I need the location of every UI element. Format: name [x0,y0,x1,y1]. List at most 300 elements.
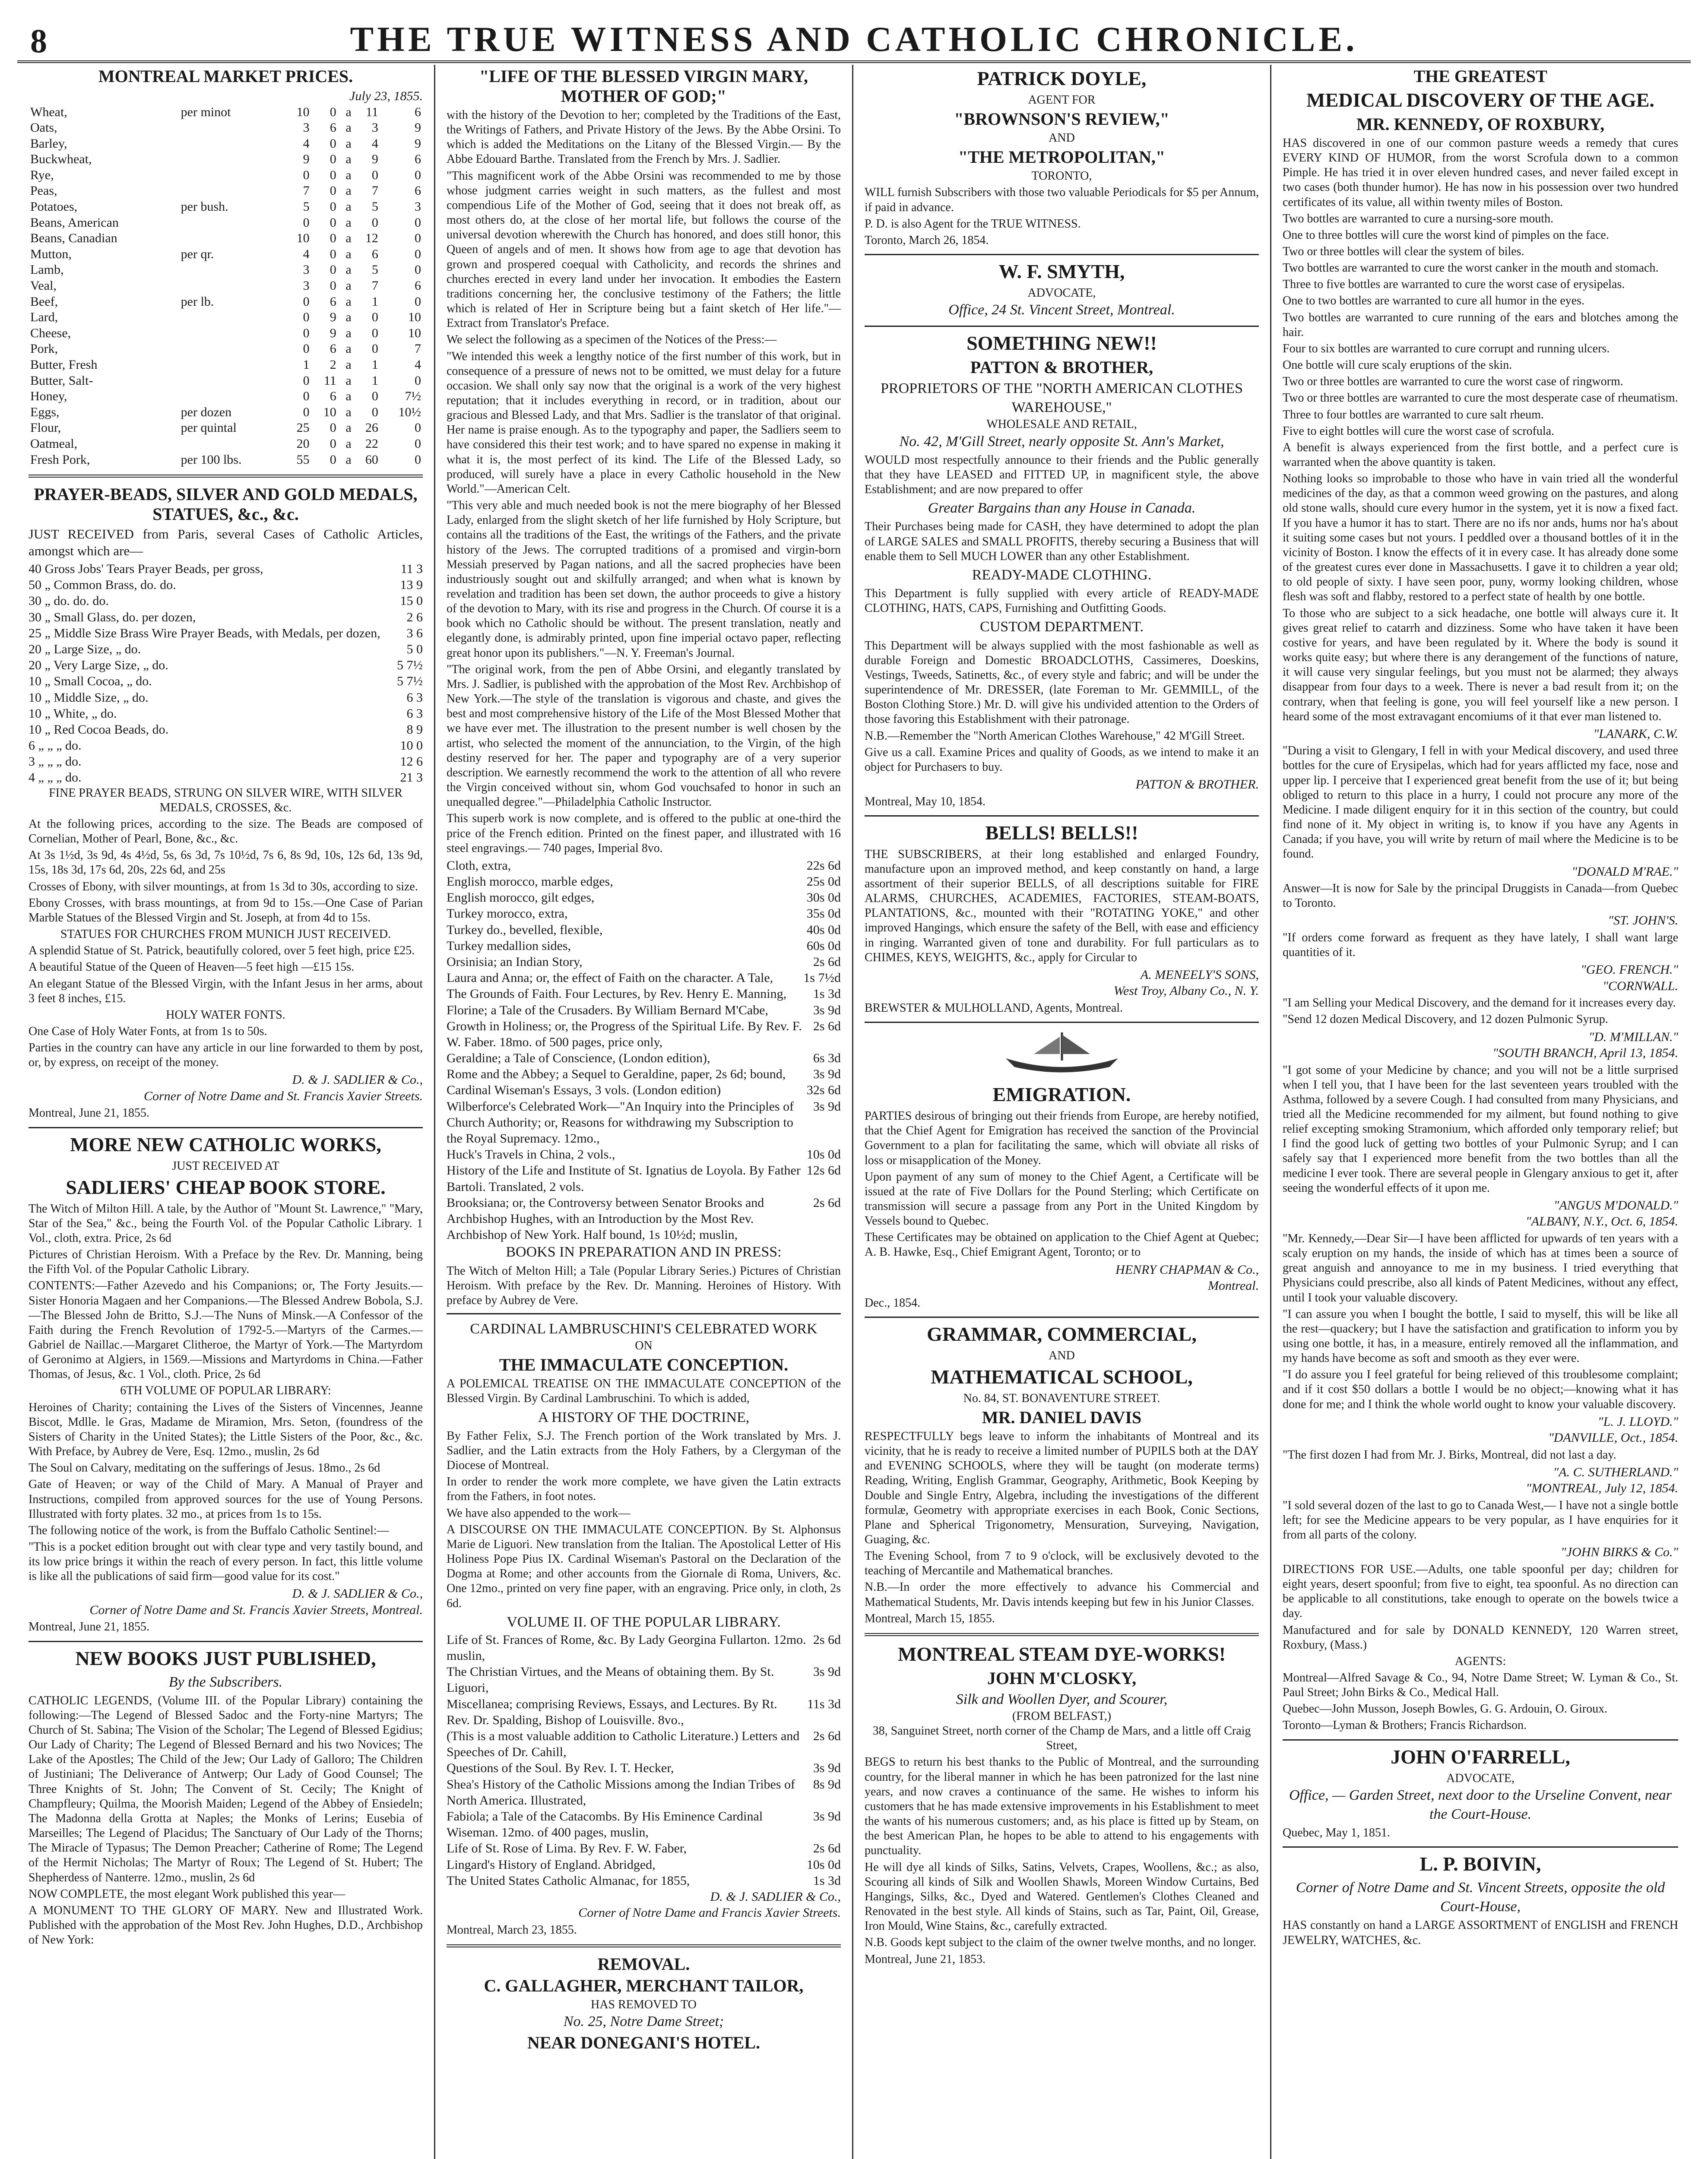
divider [29,475,423,478]
t5-place: "ALBANY, N.Y., Oct. 6, 1854. [1526,1214,1678,1229]
history-text: By Father Felix, S.J. The French portion of the Work translated by Mrs. J. Sadlier, and the Latin extracts from the Holy Fathers, by a Clergyman of the Diocese of Montreal. [447,1429,841,1472]
market-cell [179,341,285,357]
beads-item-text: 20 „ Very Large Size, „ do. [29,658,168,673]
book-item [447,970,841,986]
new-books-p3: A MONUMENT TO THE GLORY OF MARY. New and Illustrated Work. Published with the approbation of the Most Rev. John Hughes, D.D., Archbishop of New York: [29,1903,423,1947]
beads-item-text: 30 „ do. do. do. [29,594,109,608]
patton-ready: READY-MADE CLOTHING. [972,567,1152,583]
book-item [447,1162,841,1194]
life-p3: We select the following as a specimen of the Notices of the Press:— [447,333,777,347]
market-cell: 0 [330,279,336,293]
beads-item-text: 10 „ White, „ do. [29,706,117,721]
market-cell: 0 [330,215,336,230]
book-item-price: 2s 6d [813,954,841,969]
vol2-item [447,1873,841,1889]
t6-place: "DANVILLE, Oct., 1854. [1548,1431,1678,1445]
beads-item-price: 6 3 [406,690,423,705]
bells-signer: A. MENEELY'S SONS, [1140,967,1259,982]
divider [1283,1739,1678,1741]
beads-item-price: 5 7½ [397,674,423,689]
more-works-p6: The Soul on Calvary, meditating on the sufferings of Jesus. 18mo., 2s 6d [29,1461,380,1475]
market-item: Beef, [30,294,58,309]
patton-p5: N.B.—Remember the "North American Clothes Warehouse," 42 M'Gill Street. [865,729,1245,743]
smyth-name: W. F. SMYTH, [998,260,1125,282]
beads-item [29,561,423,577]
dye-title: MONTREAL STEAM DYE-WORKS! [897,1643,1226,1665]
beads-item-text: 50 „ Common Brass, do. do. [29,578,176,592]
new-books-p1: CATHOLIC LEGENDS, (Volume III. of the Popular Library) containing the following:—The Legend of Blessed Sadoc and the Forty-nine Martyrs; The Church of St. Sabina; The Vision of the Scholar; The Legend of Blessed Egidius; Our Lady of Charity; The Legend of Blessed Bernard and his two Novices; The Lake of the Apostles; The Child of the Jew; Our Lady of Galloro; The Children of Justiniani; The Deliverance of Antwerp; Our Lady of Good Counsel; The Three Knights of St. John; The Convent of St. Cecily; The Knight of Champfleury; Quilma, the Moorish Maiden; Legend of the Abbey of Ensiedeln; The Madonna della Grotta at Naples; the Monks of Lerins; Eusebia of Marseilles; The Legend of Placidus; The Sanctuary of Our Lady of the Thorns; The Miracle of Typasus; The Demon Preacher; Catherine of Rome; The Legend of the Hermit Nicholas; The Martyr of Roux; The Legend of St. Hubert; The Shepherdess of Nanterre. 12mo., muslin, 2s 6d [29,1694,423,1884]
t3-text: "I am Selling your Medical Discovery, and the demand for it increases every day. [1283,996,1676,1010]
market-cell [179,136,285,152]
market-cell: 0 [330,231,336,246]
book-item [447,1066,841,1082]
patton-prop: PROPRIETORS OF THE "NORTH AMERICAN CLOTHES WAREHOUSE," [881,380,1243,416]
market-cell: 0 [330,247,336,261]
t2-signer: "GEO. FRENCH." [1580,962,1678,977]
patton-firm: PATTON & BROTHER, [970,358,1153,377]
market-row [29,120,423,136]
vol2-item-price: 3s 9d [813,1665,841,1679]
divider [29,1127,423,1128]
new-books-p2: NOW COMPLETE, the most elegant Work published this year— [29,1887,345,1901]
more-works-ad [29,1133,423,1635]
market-cell: a [345,184,352,198]
smyth-role: ADVOCATE, [1027,286,1096,300]
market-cell: 6 [330,294,336,309]
removal-ad [447,1954,841,2053]
kennedy-ad [1283,66,1678,1733]
book-item-price: 6s 3d [813,1051,841,1066]
market-cell: 10 [408,310,421,325]
beads-item-price: 11 3 [400,562,423,576]
book-item-text: The Grounds of Faith. Four Lectures, by Rev. Henry E. Manning, [447,987,787,1001]
t3-place: "CORNWALL. [1603,978,1678,993]
market-cell: 4 [303,136,310,151]
kennedy-name: MR. KENNEDY, OF ROXBURY, [1356,114,1605,134]
grammar-school-ad [865,1323,1259,1626]
market-cell: 7 [371,279,378,293]
market-cell: 0 [415,421,421,435]
patton-ad [865,332,1259,809]
kennedy-claim: Two or three bottles are warranted to cure the most desperate case of rheumatism. [1283,391,1678,405]
more-works-sub: JUST RECEIVED AT [172,1159,279,1173]
market-cell: a [345,168,352,182]
more-works-p5: Heroines of Charity; containing the Lives of the Sisters of Vincennes, Jeanne Biscot, Mdlle. le Gras, Madame de Miramion, Mrs. Seton, (foundress of the Sisters of Charity in the United States); the Little Sisters of the Poor, &c., &c. With Preface, by Aubrey de Vere, Esq. 12mo., muslin, 2s 6d [29,1400,423,1459]
vol2-head: VOLUME II. OF THE POPULAR LIBRARY. [507,1614,781,1630]
statue-3: An elegant Statue of the Blessed Virgin, with the Infant Jesus in her arms, about 3 feet 8 inches, £15. [29,977,423,1005]
market-cell: 9 [415,136,421,151]
binding-price [447,890,841,905]
doyle-and: AND [1049,131,1075,145]
market-item: Butter, Salt- [30,373,93,388]
market-cell: 0 [330,421,336,435]
beads-ebony: Crosses of Ebony, with silver mountings, at from 1s 3d to 30s, according to size. [29,880,418,893]
book-item [447,954,841,970]
book-item-text: Laura and Anna; or, the effect of Faith on the character. A Tale, [447,971,773,985]
book-item [447,1082,841,1098]
book-item-price: 1s 7½d [803,971,841,985]
market-row [29,136,423,152]
market-item: Honey, [30,389,67,404]
book-item-text: Brooksiana; or, the Controversy between Senator Brooks and Archbishop Hughes, with an Introduction by the Most Rev. Archbishop of New York. Half bound, 1s 10½d; muslin, [447,1195,764,1242]
beads-dateline: Montreal, June 21, 1855. [29,1106,149,1120]
market-cell: 12 [365,231,378,246]
market-cell: 9 [415,120,421,135]
divider [447,1944,841,1947]
market-cell: 10 [296,104,310,119]
market-cell: 7 [371,184,378,198]
beads-prices: At 3s 1½d, 3s 9d, 4s 4½d, 5s, 6s 3d, 7s 10½d, 7s 6, 8s 9d, 10s, 12s 6d, 13s 9d, 15s, 18s 3d, 17s 6d, 20s, 22s 6d, and 25s [29,848,423,877]
market-item: Wheat, [30,104,67,119]
market-cell: per lb. [181,294,214,309]
beads-item-text: 10 „ Small Cocoa, „ do. [29,674,152,689]
beads-item-text: 25 „ Middle Size Brass Wire Prayer Beads, with Medals, per dozen, [29,626,380,640]
life-p2: "This magnificent work of the Abbe Orsini was recommended to me by those whose judgment carries weight in such matters, as the fullest and most compendious Life of the Mother of God, seeing that it does not break off, as most others do, at the close of her mortal life, but follows the course of the universal devotion wherewith the Church has honored, and does still honor, this Queen of angels and of men. It shows how from age to age that devotion has grown and prospered coequal with Catholicity, and records the shrines and churches erected in every land under her invocation. It embodies the Eastern traditions concerning her, the conclusive testimony of the Fathers; the little which is related of Her in Scripture being but a faint sketch of Her life."—Extract from Translator's Preface. [447,169,841,330]
patton-title: SOMETHING NEW!! [966,332,1157,355]
market-cell: 26 [365,421,378,435]
t1-place: "LANARK, C.W. [1593,726,1678,741]
book-item-text: Huck's Travels in China, 2 vols., [447,1147,615,1162]
market-cell: 0 [415,452,421,467]
t4-place: "SOUTH BRANCH, April 13, 1854. [1493,1046,1678,1061]
vol2-item [447,1808,841,1840]
market-row [29,262,423,278]
vol2-item-text: Lingard's History of England. Abridged, [447,1857,656,1872]
beads-item-price: 12 6 [400,754,423,769]
market-cell: a [345,389,352,404]
masthead [17,13,1691,63]
market-cell: 55 [296,452,310,467]
market-row [29,389,423,405]
market-cell: 0 [303,294,310,309]
market-cell: 0 [371,326,378,340]
life-signer: D. & J. SADLIER & Co., [710,1889,841,1904]
more-works-p4: 6TH VOLUME OF POPULAR LIBRARY: [120,1384,331,1398]
life-p7: This superb work is now complete, and is offered to the public at one-third the price of the French edition. Printed on the finest paper, and illustrated with 16 steel engravings.— 740 pages, Imperial 8vo. [447,812,841,855]
beads-item-text: 6 „ „ „ do. [29,738,82,753]
more-works-p3: CONTENTS:—Father Azevedo and his Companions; or, The Forty Jesuits.—Sister Honoria Magaen and her Companions.—The Blessed Andrew Bobola, S.J.—The Blessed John de Britto, S.J.—The Nuns of Minsk.—A Confessor of the Faith during the French Revolution of 1792-5.—Martyrs of the Carmes.—Gabriel de Naillac.—Margaret Clitheroe, the Martyr of York.—The Martyrdom of Geronimo at Algiers, in 1569.—Missions and Martyrdoms in China.—Father Thomas, of Jesus, &c. 1 Vol., cloth. Price, 2s 6d [29,1279,423,1381]
t7-text: "I sold several dozen of the last to go to Canada West,— I have not a single bottle left; for see the Medicine appears to be very popular, as I have enquiries for it from all parts of the colony. [1283,1498,1678,1542]
market-item: Pork, [30,342,58,356]
market-item: Mutton, [30,247,72,261]
removal-addr: No. 25, Notre Dame Street; [563,2013,724,2030]
grammar-and: AND [1049,1349,1075,1362]
cardinal-head: CARDINAL LAMBRUSCHINI'S CELEBRATED WORK [470,1320,818,1337]
market-cell: 1 [303,358,310,372]
market-cell: 6 [330,389,336,404]
book-item-price: 3s 9d [813,1003,841,1017]
vol2-item [447,1632,841,1664]
market-cell: 0 [371,310,378,325]
beads-item [29,625,423,641]
market-item: Buckwheat, [30,152,92,167]
t5-text-c: "I do assure you I feel grateful for being relieved of this troublesome complaint; and if it cost $50 dollars a bottle I would be no object;—knowing what it has done for me; and I think the whole world ought to know your valuable discovery. [1283,1368,1678,1411]
market-cell: 0 [371,405,378,419]
vol2-item [447,1728,841,1760]
dye-p2: He will dye all kinds of Silks, Satins, Velvets, Crapes, Woollens, &c.; as also, Scouring all kinds of Silk and Woollen Shawls, Moreen Window Curtains, Bed Hangings, Silks, &c., Dyed and Watered. Gentlemen's Clothes Cleaned and Renovated in the best style. All kinds of Stains, such as Tar, Paint, Oil, Grease, Iron Mould, Wine Stains, &c., carefully extracted. [865,1860,1259,1933]
ship-emblem-icon [865,1028,1259,1081]
kennedy-p1: HAS discovered in one of our common pasture weeds a remedy that cures EVERY KIND OF HUMOR, from the worst Scrofula down to a common Pimple. He has tried it in over eleven hundred cases, and never failed except in two cases (both thunder humor). He has now in his possession over two hundred certificates of its value, all within twenty miles of Boston. [1283,136,1678,209]
beads-ebony2: Ebony Crosses, with brass mountings, at from 9d to 15s.—One Case of Parian Marble Statues of the Blessed Virgin and St. Joseph, at from 4d to 15s. [29,896,423,924]
book-item-text: Orsinisia; an Indian Story, [447,954,583,969]
beads-item [29,593,423,609]
beads-item [29,641,423,657]
on-text: ON [635,1339,653,1353]
market-cell [179,183,285,199]
beads-item [29,657,423,673]
market-cell: 25 [296,421,310,435]
market-row [29,436,423,452]
t6-signer: "A. C. SUTHERLAND." [1553,1465,1678,1479]
vol2-item-price: 8s 9d [813,1777,841,1792]
patton-signer: PATTON & BROTHER. [1135,777,1259,792]
grammar-title1: GRAMMAR, COMMERCIAL, [927,1323,1197,1345]
market-cell: a [345,231,352,246]
market-row [29,215,423,231]
beads-signer: D. & J. SADLIER & Co., [292,1073,423,1087]
market-cell: 0 [330,436,336,451]
market-cell: 9 [330,326,336,340]
market-cell: 0 [303,326,310,340]
page-number: 8 [30,22,47,60]
emigration-dateline: Dec., 1854. [865,1296,921,1310]
book-item [447,1002,841,1018]
discourse-text: A DISCOURSE ON THE IMMACULATE CONCEPTION. By St. Alphonsus Marie de Liguori. New translation from the Italian. The Apostolical Letter of His Holiness Pope Pius IX. Cardinal Wiseman's Pastoral on the Declaration of the Dogma at Rome; and other accounts from the Giornale di Roma, Univers, &c. One 12mo., printed on very fine paper, with an engraving. Price only, in cloth, 2s 6d. [447,1523,841,1610]
more-works-p9: "This is a pocket edition brought out with clear type and very tastily bound, and its low price brings it within the reach of every person. In fact, this little volume is like all the publications of said firm—good value for its cost." [29,1540,423,1583]
life-p5: "This very able and much needed book is not the mere biography of her Blessed Lady, enlarged from the slight sketch of her life furnished by Holy Scripture, but contains all the traditions of the East, the writings of the Fathers, and the private history of the Jews. The corrupted traditions of a promised and virgin-born Messiah preserved by Pagan nations, and all the sacred prophecies have been industriously sought out and skilfully arranged; and when what is known by revelation and tradition has been set down, the author proceeds to give a history of the devotion to Mary, with its rise and progress in the Church. Of course it is a book which no Catholic should be without. The present translation, neatly and elegantly done, is admirably printed, upon fine imperial octavo paper, reflecting great honor upon its publishers."—N. Y. Freeman's Journal. [447,499,841,660]
vol2-item-text: The Christian Virtues, and the Means of obtaining them. By St. Liguori, [447,1665,774,1695]
market-cell: a [345,104,352,119]
book-item-text: Florine; a Tale of the Crusaders. By William Bernard M'Cabe, [447,1003,768,1017]
ofarrell-name: JOHN O'FARRELL, [1391,1745,1570,1768]
beads-title: PRAYER-BEADS, SILVER AND GOLD MEDALS, STATUES, &c., &c. [34,484,418,524]
market-cell [179,215,285,231]
book-item-price: 2s 6d [813,1195,841,1210]
binding-price-text: Cloth, extra, [447,858,511,873]
market-cell: per dozen [181,405,232,419]
removal-title: REMOVAL. [597,1954,690,1974]
vol2-item-text: (This is a most valuable addition to Catholic Literature.) Letters and Speeches of Dr. Cahill, [447,1729,800,1760]
statue-1: A splendid Statue of St. Patrick, beautifully colored, over 5 feet high, price £25. [29,944,415,958]
more-works-p8: The following notice of the work, is from the Buffalo Catholic Sentinel:— [29,1523,389,1537]
beads-item-price: 8 9 [406,722,423,737]
market-cell: a [345,358,352,372]
binding-price-price: 22s 6d [806,858,841,873]
life-of-virgin-ad [447,66,841,1937]
market-item: Cheese, [30,326,71,340]
market-cell: 0 [415,215,421,230]
market-cell: 3 [303,120,310,135]
market-cell: 6 [415,184,421,198]
market-cell: 11 [366,104,378,119]
beads-signer-addr: Corner of Notre Dame and St. Francis Xavier Streets. [143,1089,423,1103]
also-text: We have also appended to the work— [447,1506,631,1520]
market-cell: 0 [371,168,378,182]
market-cell: 4 [371,136,378,151]
binding-price-text: English morocco, gilt edges, [447,890,595,905]
market-row [29,104,423,120]
beads-fine-text: At the following prices, according to the size. The Beads are composed of Cornelian, Mother of Pearl, Bone, &c., &c. [29,817,423,846]
doyle-dateline: Toronto, March 26, 1854. [865,233,989,247]
market-cell: 60 [365,452,378,467]
book-item [447,1195,841,1243]
removal-near: NEAR DONEGANI'S HOTEL. [527,2033,760,2053]
vol2-item-text: Shea's History of the Catholic Missions among the Indian Tribes of North America. Illustrated, [447,1777,795,1808]
market-cell [179,120,285,136]
store-name: SADLIERS' CHEAP BOOK STORE. [66,1176,386,1198]
prep-text: The Witch of Melton Hill; a Tale (Popular Library Series.) Pictures of Christian Heroism. With preface by the Rev. Dr. Manning. Heroines of History. With preface by Aubrey de Vere. [447,1264,841,1307]
beads-item-price: 2 6 [406,610,423,624]
market-cell: a [345,326,352,340]
market-cell: a [345,136,352,151]
market-cell: a [345,263,352,277]
beads-item-price: 5 7½ [397,658,423,673]
book-item [447,1146,841,1162]
market-cell [179,168,285,184]
binding-price-text: Turkey do., bevelled, flexible, [447,922,603,937]
book-item-text: History of the Life and Institute of St. Ignatius de Loyola. By Father Bartoli. Translated, 2 vols. [447,1163,801,1194]
book-item [447,1018,841,1050]
grammar-p2: The Evening School, from 7 to 9 o'clock, will be exclusively devoted to the teaching of Mercantile and Mathematical branches. [865,1549,1259,1578]
kennedy-agents3: Toronto—Lyman & Brothers; Francis Richardson. [1283,1719,1527,1732]
beads-item-text: 3 „ „ „ do. [29,754,82,769]
market-cell: 1 [371,358,378,372]
market-cell: 1 [371,373,378,388]
kennedy-claim: Two bottles are warranted to cure a nursing-sore mouth. [1283,212,1554,225]
market-cell: 6 [330,120,336,135]
market-row [29,357,423,373]
market-cell: 0 [415,168,421,182]
market-cell: 0 [303,389,310,404]
market-row [29,183,423,199]
kennedy-claim: One to two bottles are warranted to cure all humor in the eyes. [1283,294,1584,308]
market-cell: 0 [330,104,336,119]
vol2-item-text: Life of St. Rose of Lima. By Rev. F. W. Faber, [447,1841,687,1856]
market-cell: 10 [296,231,310,246]
market-cell: 3 [303,279,310,293]
ofarrell-ad [1283,1746,1678,1841]
market-row [29,373,423,389]
beads-item [29,706,423,722]
life-price-list [447,858,841,954]
t1-signer: "DONALD M'RAE." [1572,864,1678,879]
new-books-ad [29,1647,423,1948]
patton-addr: No. 42, M'Gill Street, nearly opposite St. Ann's Market, [899,433,1224,450]
patton-p3: This Department is fully supplied with every article of READY-MADE CLOTHING, HATS, CAPS, Furnishing and Outfitting Goods. [865,587,1259,615]
life-p4: "We intended this week a lengthy notice of the first number of this work, but in consequence of a pressure of news not to be omitted, we must delay for a future occasion. We shall only say now that the original is a work of the very highest reputation; that it includes everything in record, or in tradition, about our gracious and Blessed Lady, and that Mrs. Sadlier is the translator of that original. Her name is praise enough. As to the typography and paper, the Sadliers seem to have considered this their test work; and to have spared no expense in making it what it is, the most perfect of its kind. The Life of the Blessed Lady, so produced, will surely have a place in every Catholic household in the New World."—American Celt. [447,349,841,496]
more-works-signer: D. & J. SADLIER & Co., [292,1586,423,1601]
smyth-ad [865,260,1259,320]
fonts-head: HOLY WATER FONTS. [166,1008,285,1022]
bells-p1: THE SUBSCRIBERS, at their long established and enlarged Foundry, manufacture upon an improved method, and keep constantly on hand, a large assortment of their superior BELLS, of all descriptions suitable for FIRE ALARMS, CHURCHES, ACADEMIES, FACTORIES, STEAM-BOATS, PLANTATIONS, &c., mounted with their "ROTATING YOKE," and other improved Hangings, which ensure the safety of the Bell, with ease and efficiency in ringing. Warranted given of tone and durability. For full particulars as to CHIMES, KEYS, WEIGHTS, &c., apply for Circular to [865,847,1259,964]
market-item: Barley, [30,136,67,151]
market-row [29,310,423,326]
vol2-item-text: Miscellanea; comprising Reviews, Essays, and Lectures. By Rt. Rev. Dr. Spalding, Bishop of Louisville. 8vo., [447,1697,777,1727]
t2-text: "If orders come forward as frequent as they have lately, I shall want large quantities of it. [1283,931,1678,959]
beads-item [29,753,423,769]
book-item-price: 1s 3d [813,987,841,1001]
vol2-item [447,1696,841,1728]
binding-price-text: Turkey morocco, extra, [447,906,568,921]
kennedy-agents1: Montreal—Alfred Savage & Co., 94, Notre Dame Street; W. Lyman & Co., St. Paul Street; John Birks & Co., Medical Hall. [1283,1671,1678,1700]
doyle-review: "BROWNSON'S REVIEW," [954,109,1169,129]
kennedy-claim: Three to four bottles are warranted to cure salt rheum. [1283,408,1544,421]
market-cell: a [345,152,352,167]
vol2-item-price: 10s 0d [806,1857,841,1872]
fonts-text: One Case of Holy Water Fonts, at from 1s to 50s. [29,1025,267,1038]
market-item: Veal, [30,279,57,293]
kennedy-claim: Two bottles are warranted to cure running of the ears and blotches among the hair. [1283,310,1678,339]
kennedy-mfr: Manufactured and for sale by DONALD KENNEDY, 120 Warren street, Roxbury, (Mass.) [1283,1623,1678,1652]
vol2-item-price: 2s 6d [813,1729,841,1743]
patton-ws: WHOLESALE AND RETAIL, [986,418,1137,431]
t3-text-b: "Send 12 dozen Medical Discovery, and 12 dozen Pulmonic Syrup. [1283,1013,1608,1026]
vol2-item-text: Life of St. Frances of Rome, &c. By Lady Georgina Fullarton. 12mo. muslin, [447,1632,806,1663]
market-cell: a [345,294,352,309]
divider [447,1313,841,1314]
market-cell: a [345,436,352,451]
market-cell: 0 [415,373,421,388]
dye-addr: 38, Sanguinet Street, north corner of the Champ de Mars, and a little off Craig Street, [872,1724,1251,1753]
vol2-item-text: The United States Catholic Almanac, for 1855, [447,1873,690,1888]
beads-intro: JUST RECEIVED from Paris, several Cases of Catholic Articles, amongst which are— [29,526,423,558]
kennedy-title1: THE GREATEST [1413,66,1547,86]
book-item-price: 3s 9d [813,1067,841,1082]
life-title: "LIFE OF THE BLESSED VIRGIN MARY, MOTHER OF GOD;" [479,66,808,106]
book-item-price: 2s 6d [813,1019,841,1033]
kennedy-claim: Two bottles are warranted to cure the worst canker in the mouth and stomach. [1283,261,1659,275]
market-cell: 10 [323,405,336,419]
book-item-text: Geraldine; a Tale of Conscience, (London edition), [447,1051,710,1066]
smyth-office: Office, 24 St. Vincent Street, Montreal. [948,302,1175,318]
market-cell: 5 [303,199,310,214]
book-item [447,1098,841,1147]
patton-p4: This Department will be always supplied with the most fashionable as well as durable Foreign and Domestic BROADCLOTHS, Cassimeres, Doeskins, Vestings, Tweeds, Satinetts, &c., of every style and fabric; and will be under the superintendence of Mr. DRESSER, (late Foreman to Mr. GEMMILL, of the Boston Clothing Store.) Mr. D. will give his undivided attention to the Orders of those favoring this Establishment with their patronage. [865,639,1259,726]
market-cell: 6 [330,342,336,356]
market-row [29,168,423,184]
market-cell: 0 [415,231,421,246]
market-cell: 0 [303,215,310,230]
binding-price [447,938,841,954]
vol2-item-price: 3s 9d [813,1761,841,1776]
t2-place: "ST. JOHN'S. [1608,913,1678,928]
market-cell: 7 [415,342,421,356]
vol2-item [447,1664,841,1696]
divider [1283,1846,1678,1848]
market-row [29,152,423,168]
t3-signer: "D. M'MILLAN." [1588,1029,1678,1044]
dye-p1: BEGS to return his best thanks to the Public of Montreal, and the surrounding country, for the liberal manner in which he has been patronized for the last nine years, and now craves a continuance of the same. He wishes to inform his customers that he has made extensive improvements in his Establishment to meet the wants of his numerous customers; and, as his place is fitted up by Steam, on the best American Plan, he hopes to be able to attend to his engagements with punctuality. [865,1755,1259,1858]
grammar-addr: No. 84, ST. BONAVENTURE STREET. [963,1391,1160,1405]
market-cell: 0 [330,452,336,467]
market-cell: 0 [303,405,310,419]
beads-item-text: 40 Gross Jobs' Tears Prayer Beads, per gross, [29,562,263,576]
beads-item-price: 3 6 [406,626,423,640]
ofarrell-office: Office, — Garden Street, next door to the Urseline Convent, near the Court-House. [1289,1787,1672,1822]
market-date: July 23, 1855. [349,89,423,103]
market-row [29,420,423,436]
market-cell: 9 [330,310,336,325]
life-p1: with the history of the Devotion to her; completed by the Traditions of the East, the Writings of Fathers, and Private History of the Jews. By the Abbe Orsini. To which is added the Meditations on the Litany of the Blessed Virgin.— By the Abbe Edouard Barthe. Translated from the French by Mrs. J. Sadlier. [447,108,841,166]
patton-dateline: Montreal, May 10, 1854. [865,795,986,808]
beads-item-price: 13 9 [400,578,423,592]
market-prices [29,66,423,468]
market-cell: 0 [371,389,378,404]
divider [865,254,1259,255]
emigration-p2: Upon payment of any sum of money to the Chief Agent, a Certificate will be issued at the rate of Five Dollars for the Pound Sterling; which Certificate on transmission will secure a passage from any Port in the United Kingdom by Vessels bound to Quebec. [865,1170,1259,1228]
market-cell: 0 [330,168,336,182]
market-cell [179,326,285,342]
